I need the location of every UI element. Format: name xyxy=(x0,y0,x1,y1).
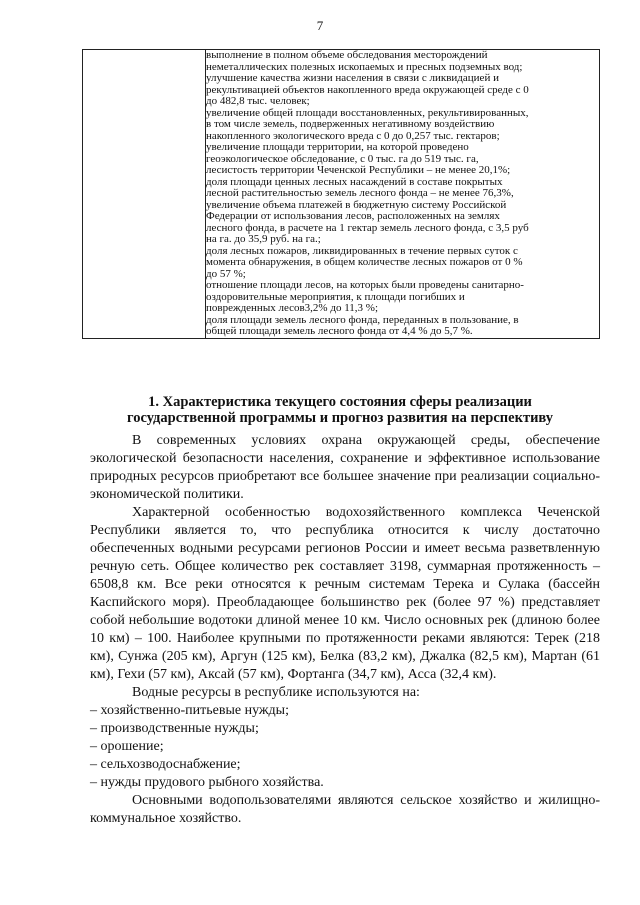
goals-table xyxy=(82,49,600,339)
section-heading-line1: 1. Характеристика текущего состояния сферы реализации xyxy=(148,394,532,410)
page-number: 7 xyxy=(316,18,324,33)
goal-item: увеличение объема платежей в бюджетную систему Российской Федерации от использования лесов, расположенных на землях лесного фонда, в расчете на 1 гектар земель лесного фонда, с 3,5 руб на га. до 35,9 руб. на га.; xyxy=(206,198,529,245)
paragraph-intro: В современных условиях охрана окружающей среды, обеспечение экологической безопасности населения, сохранение и эффективное использование природных ресурсов приобретают все большее значение при реализации социально-экономической политики. xyxy=(90,433,600,502)
body-text xyxy=(90,432,600,828)
paragraph-water-complex: Характерной особенностью водохозяйственного комплекса Чеченской Республики является то, что республика относится к числу достаточно обеспеченных водными ресурсами регионов России и имеет весьма разветвленную речную сеть. Общее количество рек составляет 3198, суммарная протяженность – 6508,8 км. Все реки относятся к речным системам Терека и Сулака (бассейн Каспийского моря). Преобладающее большинство рек (более 97 %) представляет собой небольшие водотоки длиной менее 10 км. Число основных рек (длиною более 10 км) – 100. Наиболее крупными по протяженности реками являются: Терек (218 км), Сунжа (205 км), Аргун (125 км), Белка (83,2 км), Джалка (82,5 км), Мартан (61 км), Гехи (57 км), Аксай (57 км), Фортанга (34,7 км), Асса (32,4 км). xyxy=(90,505,600,682)
paragraph-water-users: Основными водопользователями являются сельское хозяйство и жилищно-коммунальное хозяйство. xyxy=(90,793,600,826)
section-heading xyxy=(70,395,610,426)
goal-item: увеличение площади территории, на которой проведено геоэкологическое обследование, с 0 тыс. га до 519 тыс. га, xyxy=(206,141,479,165)
list-item: – нужды прудового рыбного хозяйства. xyxy=(90,775,324,790)
list-item: – производственные нужды; xyxy=(90,721,259,736)
table-cell-empty xyxy=(83,50,206,339)
goal-item: доля лесных пожаров, ликвидированных в течение первых суток с момента обнаружения, в общем количестве лесных пожаров от 0 % до 57 %; xyxy=(206,244,523,280)
goal-item: отношение площади лесов, на которых были проведены санитарно- оздоровительные мероприятия, к площади погибших и поврежденных лесов3,2% до 11,3 %; xyxy=(206,279,524,314)
water-use-list xyxy=(90,702,600,792)
goal-item: доля площади земель лесного фонда, переданных в пользование, в общей площади земель лесного фонда от 4,4 % до 5,7 %. xyxy=(206,313,519,337)
paragraph-water-use: Водные ресурсы в республике используются на: xyxy=(132,685,420,700)
section-heading-line2: государственной программы и прогноз развития на перспективу xyxy=(126,409,554,426)
goal-item: улучшение качества жизни населения в связи с ликвидацией и рекультивацией объектов накопленного вреда окружающей среде с 0 до 482,8 тыс. человек; xyxy=(206,72,529,107)
goal-item: доля площади ценных лесных насаждений в составе покрытых лесной растительностью земель лесного фонда – не менее 76,3%, xyxy=(206,175,514,199)
list-item: – орошение; xyxy=(90,739,164,754)
table-cell-goals xyxy=(206,50,600,339)
table-row xyxy=(83,50,600,339)
list-item: – сельхозводоснабжение; xyxy=(90,757,241,772)
goal-item: увеличение общей площади восстановленных, рекультивированных, в том числе земель, подверженных негативному воздействию накопленного экологического вреда с 0 до 0,257 тыс. гектаров; xyxy=(206,106,529,142)
list-item: – хозяйственно-питьевые нужды; xyxy=(90,703,289,718)
goal-item: лесистость территории Чеченской Республики – не менее 20,1%; xyxy=(206,164,511,176)
goal-item: выполнение в полном объеме обследования месторождений неметаллических полезных ископаемых и пресных подземных вод; xyxy=(206,49,523,73)
